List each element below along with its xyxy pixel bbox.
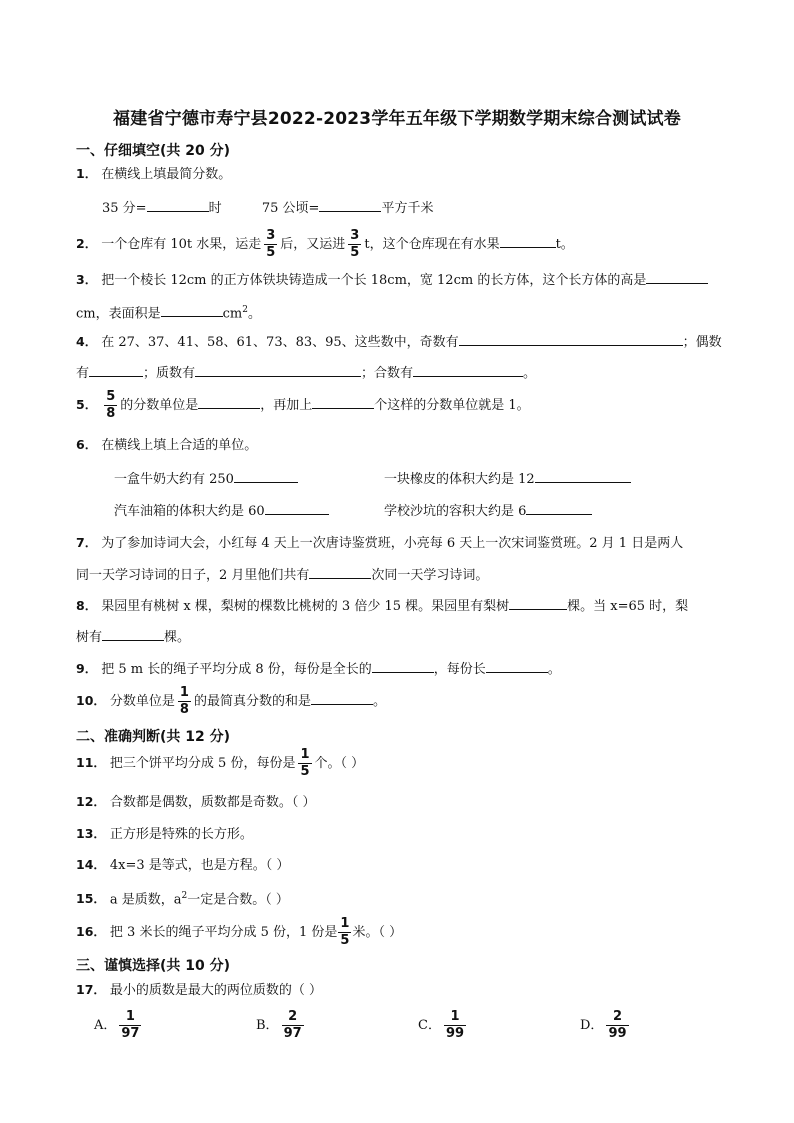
question-text: ；质数有 — [143, 366, 196, 381]
question-3-line-2 — [76, 301, 261, 323]
question-text: 为了参加诗词大会，小红每 4 天上一次唐诗鉴赏班，小亮每 6 天上一次宋词鉴赏班。2 月 1 日是两人 — [101, 536, 684, 551]
question-text: t，这个仓库现在有水果 — [364, 237, 500, 252]
option-b[interactable] — [256, 1010, 307, 1041]
superscript: 2 — [242, 305, 248, 315]
answer-blank[interactable] — [102, 627, 164, 641]
question-text: 把三个饼平均分成 5 份，每份是 — [109, 756, 296, 771]
question-number: 3． — [76, 272, 98, 287]
question-text: 个。（ ） — [314, 756, 365, 771]
answer-blank[interactable] — [198, 395, 260, 409]
question-text: a 是质数，a — [109, 892, 182, 908]
question-number: 5． — [76, 397, 98, 412]
question-text: 在横线上填上合适的单位。 — [101, 438, 258, 453]
option-label: D． — [580, 1018, 604, 1033]
question-text: 把 5 m 长的绳子平均分成 8 份，每份是全长的 — [101, 662, 372, 677]
exam-title: 福建省宁德市寿宁县2022-2023学年五年级下学期数学期末综合测试试卷 — [113, 109, 681, 129]
answer-blank[interactable] — [500, 234, 556, 248]
answer-blank[interactable] — [195, 363, 361, 377]
question-text: ，每份长 — [433, 662, 486, 677]
answer-blank[interactable] — [89, 363, 143, 377]
answer-blank[interactable] — [312, 395, 374, 409]
question-13 — [76, 825, 253, 844]
question-text: 把一个棱长 12cm 的正方体铁块铸造成一个长 18cm，宽 12cm 的长方体，这个长方体的高是 — [101, 273, 647, 288]
question-text: 4x=3 是等式，也是方程。（ ） — [109, 858, 290, 873]
question-6-item-a — [114, 469, 298, 489]
question-number: 11． — [76, 755, 106, 770]
question-number: 14． — [76, 857, 106, 872]
question-number: 2． — [76, 236, 98, 251]
question-number: 1． — [76, 166, 98, 181]
section-heading-fill-blank: 一、仔细填空(共 20 分) — [76, 143, 231, 159]
question-5 — [76, 390, 530, 421]
fraction: $\frac{3}{5}$ — [266, 228, 276, 260]
option-d[interactable] — [580, 1010, 632, 1041]
fraction: $\frac{2}{97}$ — [283, 1009, 302, 1041]
item-unit: 时 — [208, 201, 222, 216]
answer-blank[interactable] — [265, 501, 329, 515]
question-16 — [76, 917, 402, 948]
fraction: $\frac{1}{5}$ — [300, 747, 310, 779]
option-label: B． — [256, 1018, 279, 1033]
question-text: cm，表面积是 — [76, 306, 161, 322]
punctuation: 。 — [247, 306, 261, 322]
question-text: 后，又运进 — [280, 237, 346, 252]
answer-blank[interactable] — [311, 691, 373, 705]
punctuation: 。 — [547, 662, 561, 677]
question-text: 最小的质数是最大的两位质数的（ ） — [109, 983, 323, 998]
question-text: 在 27、37、41、58、61、73、83、95、这些数中，奇数有 — [101, 335, 459, 350]
fraction: $\frac{1}{5}$ — [340, 916, 350, 948]
question-10 — [76, 686, 386, 717]
question-text: 一定是合数。（ ） — [187, 892, 289, 908]
question-number: 4． — [76, 334, 98, 349]
question-text: 分数单位是 — [109, 694, 175, 709]
item-unit: 平方千米 — [381, 201, 434, 216]
question-text: 的最简真分数的和是 — [193, 694, 311, 709]
question-text: 棵。当 x=65 时，梨 — [567, 599, 689, 614]
question-text: ，再加上 — [260, 398, 313, 413]
question-6 — [76, 436, 257, 455]
question-text: 把 3 米长的绳子平均分成 5 份，1 份是 — [109, 925, 338, 940]
question-text: 米。（ ） — [352, 925, 403, 940]
question-7-line-2 — [76, 565, 488, 585]
question-1 — [76, 165, 231, 184]
answer-blank[interactable] — [147, 198, 209, 212]
item-text: 75 公顷= — [261, 201, 320, 216]
answer-blank[interactable] — [509, 596, 567, 610]
question-17 — [76, 981, 322, 1000]
question-text: 树有 — [76, 630, 103, 645]
answer-blank[interactable] — [486, 659, 548, 673]
question-15 — [76, 887, 289, 909]
section-heading-true-false: 二、准确判断(共 12 分) — [76, 729, 231, 745]
fraction: $\frac{3}{5}$ — [350, 228, 360, 260]
answer-blank[interactable] — [413, 363, 523, 377]
question-text: 个这样的分数单位就是 1。 — [374, 398, 530, 413]
item-text: 汽车油箱的体积大约是 60 — [114, 504, 265, 519]
question-number: 12． — [76, 794, 106, 809]
question-6-item-b — [384, 469, 631, 489]
option-label: C． — [418, 1018, 441, 1033]
answer-blank[interactable] — [526, 501, 592, 515]
option-a[interactable] — [94, 1010, 144, 1041]
item-text: 35 分= — [102, 201, 147, 216]
question-7 — [76, 534, 683, 553]
fraction: $\frac{2}{99}$ — [608, 1009, 627, 1041]
question-number: 9． — [76, 661, 98, 676]
question-text: 正方形是特殊的长方形。 — [109, 827, 253, 842]
question-6-item-d — [384, 501, 592, 521]
question-number: 16． — [76, 924, 106, 939]
question-number: 7． — [76, 535, 98, 550]
question-text: ；偶数 — [682, 335, 722, 350]
question-text: 有 — [76, 366, 90, 381]
unit-text: cm — [222, 306, 243, 322]
question-14 — [76, 856, 289, 875]
question-3 — [76, 270, 708, 290]
question-number: 6． — [76, 437, 98, 452]
fraction: $\frac{1}{97}$ — [121, 1009, 140, 1041]
item-text: 一盒牛奶大约有 250 — [114, 472, 234, 487]
question-text: 果园里有桃树 x 棵，梨树的棵数比桃树的 3 倍少 15 棵。果园里有梨树 — [101, 599, 510, 614]
question-text: 次同一天学习诗词。 — [371, 568, 489, 583]
question-2 — [76, 229, 574, 260]
question-number: 8． — [76, 598, 98, 613]
question-1-items — [102, 198, 433, 218]
question-text: 棵。 — [164, 630, 191, 645]
item-text: 学校沙坑的容积大约是 6 — [384, 504, 527, 519]
question-text: ；合数有 — [361, 366, 414, 381]
question-4 — [76, 332, 722, 352]
answer-blank[interactable] — [319, 198, 381, 212]
question-number: 17． — [76, 982, 106, 997]
answer-blank[interactable] — [459, 332, 683, 346]
answer-blank[interactable] — [161, 303, 223, 317]
question-text: 在横线上填最简分数。 — [101, 167, 232, 182]
question-number: 10． — [76, 693, 106, 708]
question-text: 一个仓库有 10t 水果，运走 — [101, 237, 262, 252]
question-number: 15． — [76, 891, 106, 907]
item-text: 一块橡皮的体积大约是 12 — [384, 472, 535, 487]
punctuation: 。 — [523, 366, 537, 381]
question-12 — [76, 793, 316, 812]
question-text: 同一天学习诗词的日子，2 月里他们共有 — [76, 568, 310, 583]
superscript: 2 — [181, 891, 188, 901]
question-4-line-2 — [76, 363, 536, 383]
question-number: 13． — [76, 826, 106, 841]
answer-blank[interactable] — [646, 270, 708, 284]
question-9 — [76, 659, 561, 679]
section-heading-multiple-choice: 三、谨慎选择(共 10 分) — [76, 958, 231, 974]
fraction: $\frac{5}{8}$ — [106, 389, 116, 421]
question-text: 的分数单位是 — [120, 398, 199, 413]
question-6-item-c — [114, 501, 329, 521]
question-text: 合数都是偶数，质数都是奇数。（ ） — [109, 795, 316, 810]
answer-blank[interactable] — [372, 659, 434, 673]
question-8-line-2 — [76, 627, 190, 647]
fraction: $\frac{1}{99}$ — [445, 1009, 465, 1041]
answer-blank[interactable] — [535, 469, 631, 483]
question-text: t。 — [555, 237, 574, 252]
question-11 — [76, 748, 364, 779]
answer-blank[interactable] — [234, 469, 298, 483]
answer-blank[interactable] — [309, 565, 371, 579]
option-label: A． — [94, 1018, 117, 1033]
option-c[interactable] — [418, 1010, 469, 1041]
fraction: $\frac{1}{8}$ — [179, 685, 189, 717]
question-8 — [76, 596, 688, 616]
punctuation: 。 — [372, 694, 386, 709]
